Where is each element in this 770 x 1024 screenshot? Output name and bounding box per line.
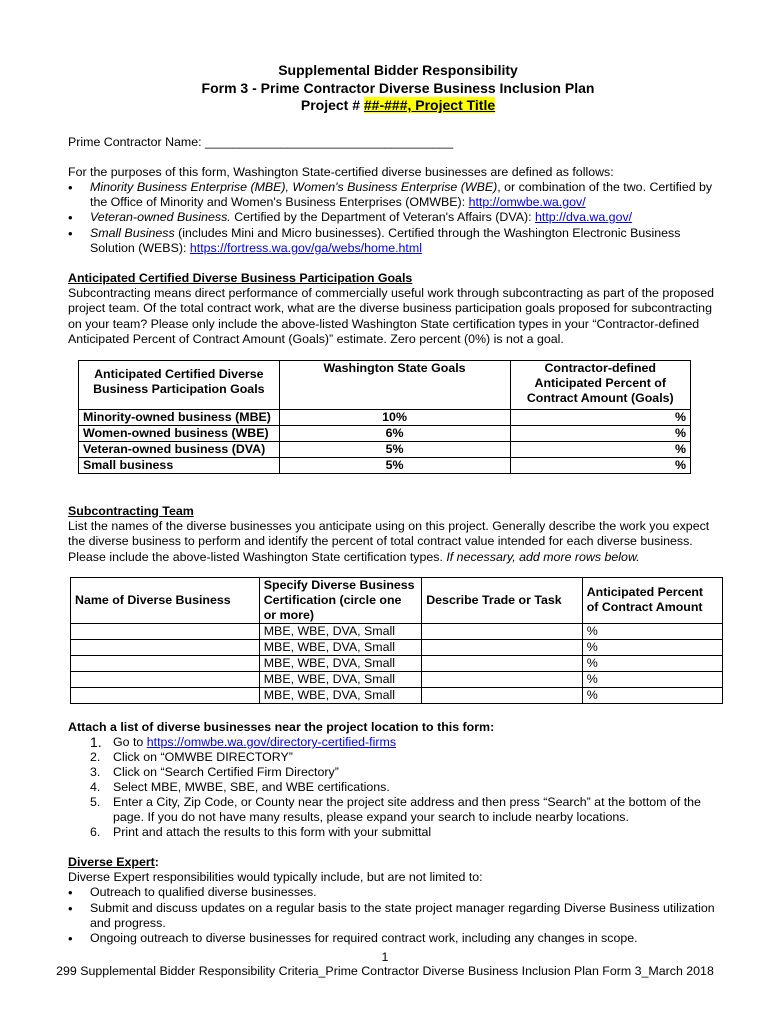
list-item: 5. Enter a City, Zip Code, or County near the project site address and then press “Search” at the bottom of the page. If you do not have many results, please expand your search to include nearby locations.	[90, 794, 701, 824]
goals-col-header-category: Anticipated Certified Diverse Business Participation Goals	[79, 360, 280, 409]
expert-heading: Diverse Expert:	[68, 854, 159, 869]
goal-input-dva[interactable]: %	[510, 441, 691, 457]
team-cert-cell[interactable]: MBE, WBE, DVA, Small	[259, 639, 421, 655]
goals-col-header-contractor: Contractor-defined Anticipated Percent of Contract Amount (Goals)	[510, 360, 691, 409]
team-name-cell[interactable]	[71, 671, 260, 687]
list-item: • Submit and discuss updates on a regular basis to the state project manager regarding Diverse Business utilization and progress.	[68, 901, 728, 931]
title-line-1: Supplemental Bidder Responsibility	[278, 62, 518, 78]
table-row	[71, 687, 723, 703]
attach-heading: Attach a list of diverse businesses near the project location to this form:	[68, 719, 495, 734]
goals-heading: Anticipated Certified Diverse Business Participation Goals	[68, 270, 413, 285]
team-cert-cell[interactable]: MBE, WBE, DVA, Small	[259, 671, 421, 687]
list-item: 2. Click on “OMWBE DIRECTORY”	[90, 749, 293, 764]
team-heading: Subcontracting Team	[68, 503, 194, 518]
list-item: 4. Select MBE, MWBE, SBE, and WBE certifications.	[90, 779, 390, 794]
team-percent-cell[interactable]: %	[582, 687, 722, 703]
list-item: 3. Click on “Search Certified Firm Directory”	[90, 764, 339, 779]
team-percent-cell[interactable]: %	[582, 655, 722, 671]
team-body: List the names of the diverse businesses you anticipate using on this project. Generally describe the work you expect the diverse business to perform and identify the percent of total contract value intended for each diverse business. Please include the above-listed Washington State certification types. If necessary, add more rows below.	[68, 519, 710, 564]
goal-input-wbe[interactable]: %	[510, 425, 691, 441]
team-cert-cell[interactable]: MBE, WBE, DVA, Small	[259, 655, 421, 671]
table-row: Veteran-owned business (DVA) 5% %	[79, 441, 691, 457]
team-percent-cell[interactable]: %	[582, 639, 722, 655]
table-row	[71, 639, 723, 655]
team-col-header-percent: Anticipated Percent of Contract Amount	[582, 577, 722, 623]
document-page	[68, 62, 728, 946]
title-project-prefix: Project #	[300, 97, 364, 113]
table-row: Small business 5% %	[79, 457, 691, 473]
goals-col-header-state: Washington State Goals	[279, 360, 510, 409]
list-item: 6. Print and attach the results to this form with your submittal	[90, 824, 432, 839]
definition-item-veteran: • Veteran-owned Business. Certified by the Department of Veteran's Affairs (DVA): http://dva.wa.gov/	[68, 210, 728, 225]
team-col-header-cert: Specify Diverse Business Certification (circle one or more)	[259, 577, 421, 623]
table-row: Women-owned business (WBE) 6% %	[79, 425, 691, 441]
team-trade-cell[interactable]	[422, 623, 582, 639]
team-col-header-name: Name of Diverse Business	[71, 577, 260, 623]
list-item: • Ongoing outreach to diverse businesses for required contract work, including any changes in scope.	[68, 931, 728, 946]
table-row	[71, 623, 723, 639]
expert-list	[68, 885, 728, 946]
team-trade-cell[interactable]	[422, 655, 582, 671]
title-line-2: Form 3 - Prime Contractor Diverse Business Inclusion Plan	[201, 79, 595, 96]
prime-contractor-blank[interactable]: ____________________________________	[205, 134, 454, 149]
dva-link[interactable]: http://dva.wa.gov/	[534, 210, 633, 225]
team-name-cell[interactable]	[71, 623, 260, 639]
footer-text: 299 Supplemental Bidder Responsibility Criteria_Prime Contractor Diverse Business Inclusion Plan Form 3_March 2018	[56, 964, 714, 978]
team-cert-cell[interactable]: MBE, WBE, DVA, Small	[259, 687, 421, 703]
team-name-cell[interactable]	[71, 655, 260, 671]
goals-table	[78, 360, 691, 474]
team-name-cell[interactable]	[71, 639, 260, 655]
team-percent-cell[interactable]: %	[582, 671, 722, 687]
team-trade-cell[interactable]	[422, 639, 582, 655]
team-percent-cell[interactable]: %	[582, 623, 722, 639]
attach-steps	[68, 735, 728, 840]
definitions-intro: For the purposes of this form, Washington State-certified diverse businesses are defined as follows:	[68, 164, 614, 179]
team-cert-cell[interactable]: MBE, WBE, DVA, Small	[259, 623, 421, 639]
goal-input-mbe[interactable]: %	[510, 409, 691, 425]
list-item: 1. Go to https://omwbe.wa.gov/directory-certified-firms	[90, 733, 397, 750]
omwbe-directory-link[interactable]: https://omwbe.wa.gov/directory-certified-firms	[146, 734, 397, 749]
prime-contractor-label: Prime Contractor Name:	[68, 134, 202, 149]
table-row: Minority-owned business (MBE) 10% %	[79, 409, 691, 425]
team-table	[70, 577, 723, 704]
table-row	[71, 671, 723, 687]
webs-link[interactable]: https://fortress.wa.gov/ga/webs/home.html	[189, 240, 422, 255]
table-row	[71, 655, 723, 671]
list-item: • Outreach to qualified diverse businesses.	[68, 885, 728, 900]
prime-contractor-line	[68, 135, 728, 150]
goals-body: Subcontracting means direct performance of commercially useful work through subcontracting as part of the proposed project team. Of the total contract work, what are the diverse business participation goals proposed for subcontracting on your team? Please only include the above-listed Washington State certification types in your “Contractor-defined Anticipated Percent of Contract Amount (Goals)” estimate. Zero percent (0%) is not a goal.	[68, 286, 715, 346]
team-trade-cell[interactable]	[422, 671, 582, 687]
title-line-3	[68, 97, 728, 115]
definitions-list	[68, 180, 728, 256]
team-trade-cell[interactable]	[422, 687, 582, 703]
team-col-header-trade: Describe Trade or Task	[422, 577, 582, 623]
project-title-highlight: ##-###, Project Title	[363, 97, 496, 113]
goal-input-small[interactable]: %	[510, 457, 691, 473]
expert-intro: Diverse Expert responsibilities would typically include, but are not limited to:	[68, 870, 483, 885]
definition-item-small: • Small Business (includes Mini and Micro businesses). Certified through the Washington Electronic Business Solution (WEBS): https://fortress.wa.gov/ga/webs/home.html	[68, 226, 728, 256]
definition-item-mbe-wbe: • Minority Business Enterprise (MBE), Women's Business Enterprise (WBE), or combination of the two. Certified by the Office of Minority and Women's Business Enterprises (OMWBE): http://omwbe.wa.gov/	[68, 180, 728, 210]
omwbe-link[interactable]: http://omwbe.wa.gov/	[468, 195, 586, 210]
page-number: 1	[381, 950, 389, 964]
team-name-cell[interactable]	[71, 687, 260, 703]
